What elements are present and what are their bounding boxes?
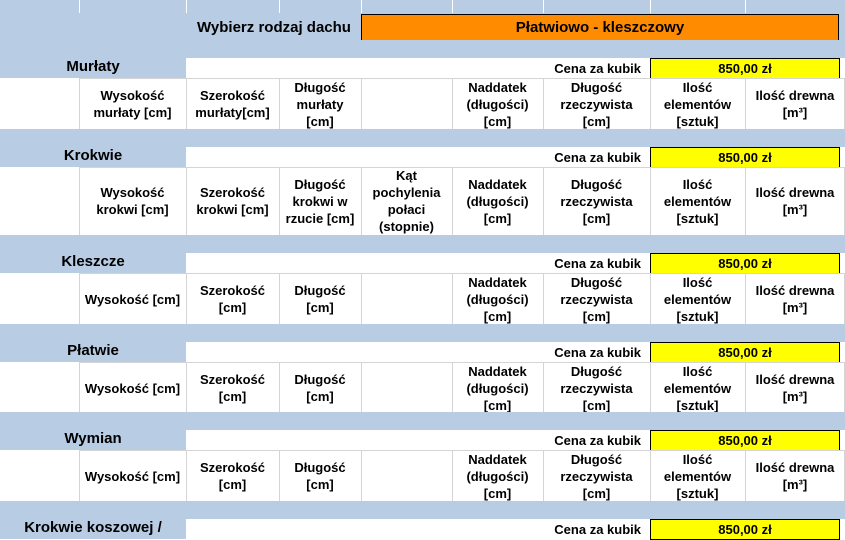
roof-type-select[interactable]: Płatwiowo - kleszczowy — [361, 14, 839, 41]
column-header: Szerokość [cm] — [199, 372, 266, 404]
column-header: Szerokość krokwi [cm] — [196, 185, 269, 217]
price-label: Cena za kubik — [554, 255, 641, 271]
column-header: Długość [cm] — [294, 283, 346, 315]
column-header: Ilość drewna [m³] — [755, 460, 835, 492]
column-header: Szerokość [cm] — [199, 283, 266, 315]
price-value-cell[interactable]: 850,00 zł — [650, 147, 840, 168]
section-title: Kleszcze — [61, 252, 125, 270]
column-header: Naddatek (długości) [cm] — [466, 176, 529, 226]
price-value-cell[interactable]: 850,00 zł — [650, 58, 840, 79]
price-value-cell[interactable]: 850,00 zł — [650, 342, 840, 363]
column-header: Naddatek (długości) [cm] — [466, 363, 529, 413]
price-value-cell[interactable]: 850,00 zł — [650, 519, 840, 540]
column-header — [361, 450, 452, 502]
section-title: Murłaty — [66, 57, 120, 75]
column-header: Ilość drewna [m³] — [755, 372, 835, 404]
price-label: Cena za kubik — [554, 344, 641, 360]
column-header — [361, 273, 452, 325]
grid-line — [186, 0, 187, 13]
column-header: Ilość elementów [sztuk] — [663, 176, 732, 226]
column-header — [361, 78, 452, 130]
price-label: Cena za kubik — [554, 521, 641, 537]
grid-line — [279, 0, 280, 13]
price-label: Cena za kubik — [554, 432, 641, 448]
column-header: Długość [cm] — [294, 460, 346, 492]
column-header: Naddatek (długości) [cm] — [466, 274, 529, 324]
price-value-cell[interactable]: 850,00 zł — [650, 430, 840, 451]
column-header: Wysokość krokwi [cm] — [96, 185, 169, 217]
column-header: Długość krokwi w rzucie [cm] — [285, 176, 355, 226]
column-header: Długość rzeczywista [cm] — [560, 79, 633, 129]
column-header: Wysokość [cm] — [84, 468, 181, 484]
column-header: Ilość elementów [sztuk] — [663, 274, 732, 324]
grid-line — [0, 273, 1, 325]
section-title: Krokwie — [63, 146, 123, 164]
column-header: Ilość drewna [m³] — [755, 88, 835, 120]
price-value-cell[interactable]: 850,00 zł — [650, 253, 840, 274]
column-header: Ilość drewna [m³] — [755, 185, 835, 217]
section-title: Krokwie koszowej / — [24, 518, 162, 536]
column-header: Długość [cm] — [294, 372, 346, 404]
column-header: Ilość elementów [sztuk] — [663, 451, 732, 501]
column-header: Długość rzeczywista [cm] — [560, 451, 633, 501]
empty-cell — [0, 78, 79, 130]
grid-line — [0, 167, 1, 235]
column-header: Długość murłaty [cm] — [294, 79, 346, 129]
column-header: Naddatek (długości) [cm] — [466, 451, 529, 501]
column-header: Szerokość [cm] — [199, 460, 266, 492]
column-header: Długość rzeczywista [cm] — [560, 363, 633, 413]
grid-line — [650, 0, 651, 13]
empty-cell — [0, 167, 79, 235]
column-header: Ilość elementów [sztuk] — [663, 79, 732, 129]
column-header: Wysokość murłaty [cm] — [93, 88, 172, 120]
column-header: Szerokość murłaty[cm] — [195, 88, 270, 120]
column-header: Długość rzeczywista [cm] — [560, 274, 633, 324]
column-header: Wysokość [cm] — [84, 291, 181, 307]
column-header: Długość rzeczywista [cm] — [560, 176, 633, 226]
grid-line — [0, 362, 1, 414]
empty-cell — [0, 273, 79, 325]
grid-line — [0, 78, 1, 130]
column-header: Naddatek (długości) [cm] — [466, 79, 529, 129]
grid-line — [79, 0, 80, 13]
roof-type-label: Wybierz rodzaj dachu — [197, 18, 351, 36]
grid-line — [745, 0, 746, 13]
empty-cell — [0, 362, 79, 414]
grid-line — [361, 0, 362, 13]
grid-line — [543, 0, 544, 13]
column-header: Wysokość [cm] — [84, 380, 181, 396]
grid-line — [0, 450, 1, 502]
column-header: Kąt pochylenia połaci (stopnie) — [372, 168, 441, 234]
empty-cell — [0, 450, 79, 502]
column-header — [361, 362, 452, 414]
section-title: Płatwie — [67, 341, 119, 359]
column-header: Ilość drewna [m³] — [755, 283, 835, 315]
section-title: Wymian — [64, 429, 122, 447]
column-header: Ilość elementów [sztuk] — [663, 363, 732, 413]
price-label: Cena za kubik — [554, 60, 641, 76]
price-label: Cena za kubik — [554, 149, 641, 165]
grid-line — [452, 0, 453, 13]
